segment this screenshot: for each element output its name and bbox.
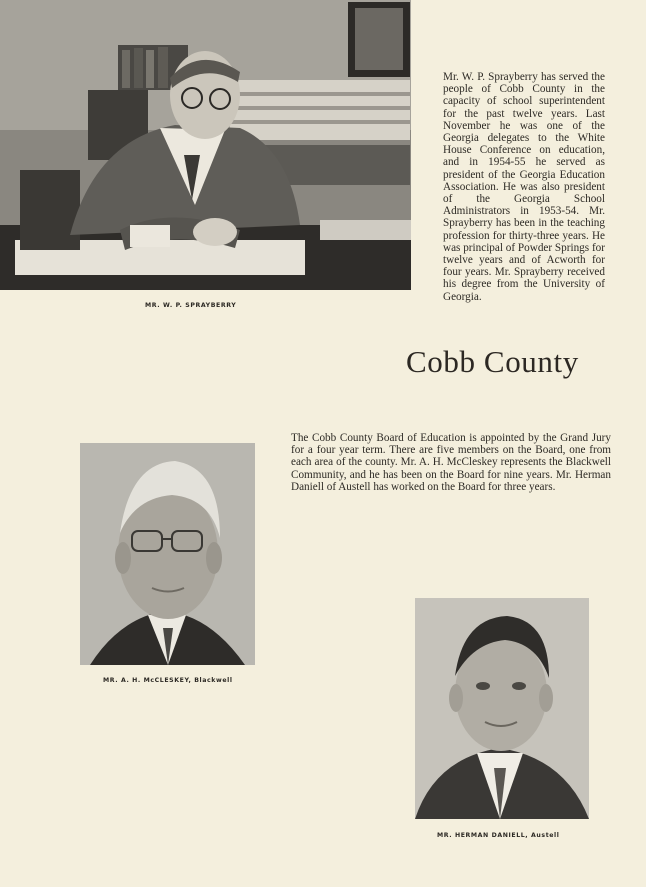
sprayberry-photo — [0, 0, 411, 290]
mccleskey-photo — [80, 443, 255, 665]
mccleskey-caption: MR. A. H. McCLESKEY, Blackwell — [103, 677, 233, 684]
board-paragraph: The Cobb County Board of Education is appointed by the Grand Jury for a four year term. There are five members on the Board, one from each area of the county. Mr. A. H. McCleskey represents the Blackwell Community, and he has been on the Board for nine years. Mr. Herman Daniell of Austell has worked on the Board for three years. — [291, 432, 611, 493]
daniell-photo — [415, 598, 589, 819]
sprayberry-caption: MR. W. P. SPRAYBERRY — [145, 302, 237, 309]
page-title: Cobb County — [406, 344, 579, 379]
daniell-caption: MR. HERMAN DANIELL, Austell — [437, 832, 560, 839]
superintendent-paragraph: Mr. W. P. Sprayberry has served the people of Cobb County in the capacity of school superintendent for the past twelve years. Last November he was one of the Georgia delegates to the White House Conference on education, and in 1954-55 he served as president of the Georgia Education Association. He was also president of the Georgia School Administrators in 1953-54. Mr. Sprayberry has been in the teaching profession for thirty-three years. He was principal of Powder Springs for twelve years and of Acworth for four years. Mr. Sprayberry received his degree from the University of Georgia. — [443, 71, 605, 303]
